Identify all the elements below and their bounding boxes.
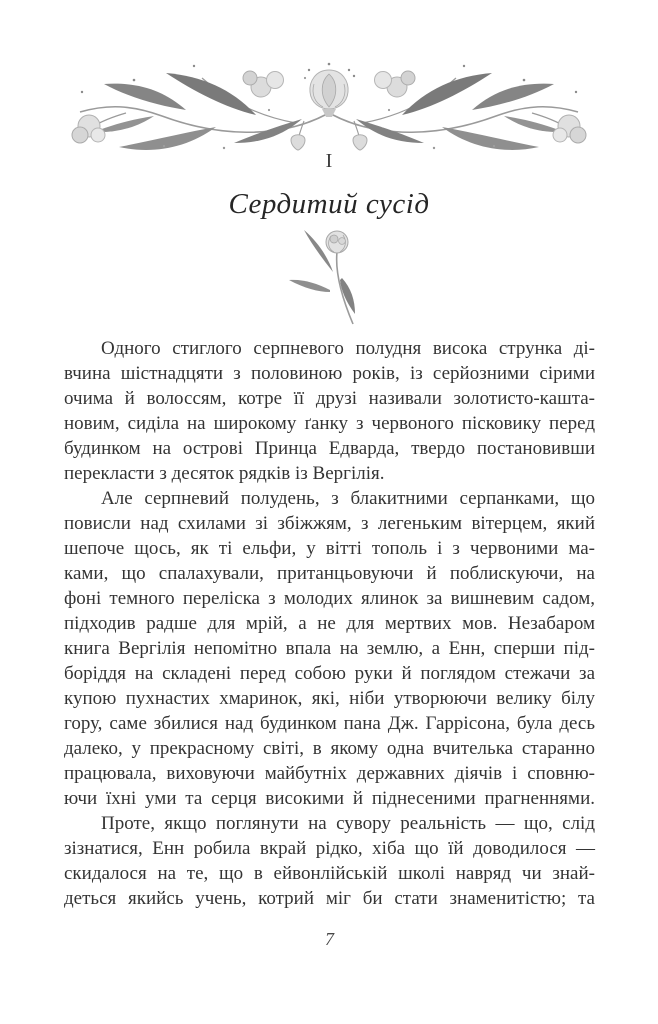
- text-line: деться якийсь учень, котрий міг би стати знаменитістю; та: [64, 888, 595, 909]
- text-line: книга Вергілія непомітно впала на землю, а Енн, сперши під-: [64, 638, 595, 659]
- text-line: далеко, у прекрасному світі, в якому одна вчителька старанно: [64, 738, 595, 759]
- text-line: будинком на острові Принца Едварда, твердо постановивши: [64, 438, 595, 459]
- text-line: працювала, виховуючи майбутніх державних діячів і сповню-: [64, 763, 595, 784]
- text-line: шепоче щось, як ті ельфи, у вітті тополь і з червоними ма-: [64, 538, 595, 559]
- text-line: вчина шістнадцяти з половиною років, із серйозними сірими: [64, 363, 595, 384]
- flower-sprig-decoration: [64, 226, 595, 328]
- text-line: Одного стиглого серпневого полудня висока струнка ді-: [101, 338, 595, 359]
- body-text: [64, 336, 595, 911]
- paragraph: [64, 336, 595, 486]
- floral-garland-decoration: [64, 58, 594, 152]
- text-line: Проте, якщо поглянути на сувору реальність — що, слід: [101, 813, 595, 834]
- flower-sprig-icon: [275, 226, 385, 328]
- text-line: повисли над схилами зі збіжжям, з легеньким вітерцем, який: [64, 513, 595, 534]
- text-line: очима й волоссям, котре її друзі називали золотисто-кашта-: [64, 388, 595, 409]
- text-line: перекласти з десяток рядків із Вергілія.: [64, 463, 385, 484]
- text-line: гору, саме збилися над будинком пана Дж. Гаррісона, була десь: [64, 713, 595, 734]
- text-line: ками, що спалахували, пританцьовуючи й поблискуючи, на: [64, 563, 595, 584]
- text-line: зізнатися, Енн робила вкрай рідко, хіба що їй доводилося —: [64, 838, 595, 859]
- floral-garland-icon: [64, 58, 594, 152]
- text-line: Але серпневий полудень, з блакитними серпанками, що: [101, 488, 595, 509]
- text-line: підходив радше для мрій, а не для мертвих мов. Незабаром: [64, 613, 595, 634]
- text-line: фоні темного переліска з молодих ялинок за вишневим садом,: [64, 588, 595, 609]
- text-line: новим, сиділа на широкому ґанку з червоного пісковику перед: [64, 413, 595, 434]
- text-line: ючи їхні уми та серця високими й піднесеними прагненнями.: [64, 788, 595, 809]
- text-line: купою пухнастих хмаринок, які, ніби утворюючи велику білу: [64, 688, 595, 709]
- chapter-title: Сердитий сусід: [228, 188, 430, 220]
- chapter-number: I: [325, 150, 334, 172]
- page-number: 7: [325, 929, 334, 949]
- text-line: скидалося на те, що в ейвонлійській школі навряд чи знай-: [64, 863, 595, 884]
- text-line: боріддя на складені перед собою руки й поглядом стежачи за: [64, 663, 595, 684]
- paragraph: [64, 811, 595, 911]
- paragraph: [64, 486, 595, 811]
